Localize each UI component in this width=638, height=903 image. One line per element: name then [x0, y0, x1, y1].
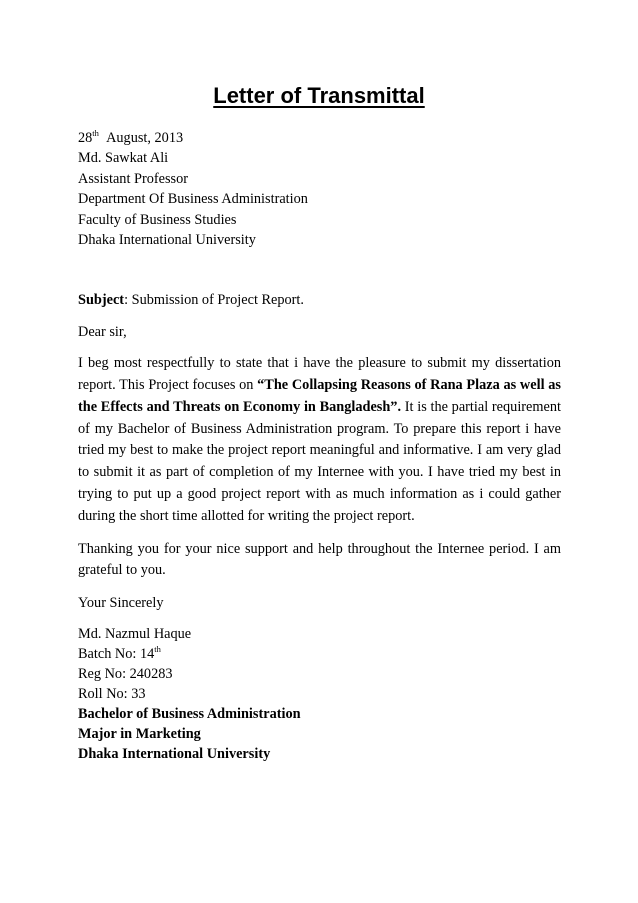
recipient-department: Department Of Business Administration [78, 191, 308, 208]
letter-content [78, 128, 561, 764]
sender-roll: Roll No: 33 [78, 686, 146, 703]
address-block [78, 128, 561, 250]
subject-line: Subject: Submission of Project Report. [78, 292, 304, 309]
salutation: Dear sir, [78, 323, 127, 340]
signature-block [78, 624, 561, 764]
recipient-faculty: Faculty of Business Studies [78, 211, 237, 228]
sender-name: Md. Nazmul Haque [78, 626, 192, 643]
sender-batch: Batch No: 14th [78, 644, 161, 663]
sender-program: Bachelor of Business Administration [78, 706, 301, 723]
closing: Your Sincerely [78, 595, 164, 612]
sender-major: Major in Marketing [78, 726, 201, 743]
letter-date: 28th August, 2013 [78, 128, 184, 146]
title-text: Letter of Transmittal [213, 83, 425, 108]
sender-reg: Reg No: 240283 [78, 666, 173, 683]
recipient-name: Md. Sawkat Ali [78, 150, 169, 167]
recipient-designation: Assistant Professor [78, 170, 189, 187]
body-paragraph-2: Thanking you for your nice support and help throughout the Internee period. I am grateful to you. [78, 540, 561, 579]
recipient-university: Dhaka International University [78, 231, 256, 248]
page-title [0, 82, 638, 110]
sender-university: Dhaka International University [78, 746, 271, 763]
body-paragraph-1: I beg most respectfully to state that i have the pleasure to submit my dissertation report. This Project focuses on “The Collapsing Reasons of Rana Plaza as well as the Effects and Threats on Economy in Bangladesh”. It is the partial requirement of my Bachelor of Business Administration program. To prepare this report i have tried my best to make the project report meaningful and informative. I am very glad to submit it as part of completion of my Internee with you. I have tried my best in trying to put up a good project report with as much information as i could gather during the short time allotted for writing the project report. [78, 355, 561, 524]
